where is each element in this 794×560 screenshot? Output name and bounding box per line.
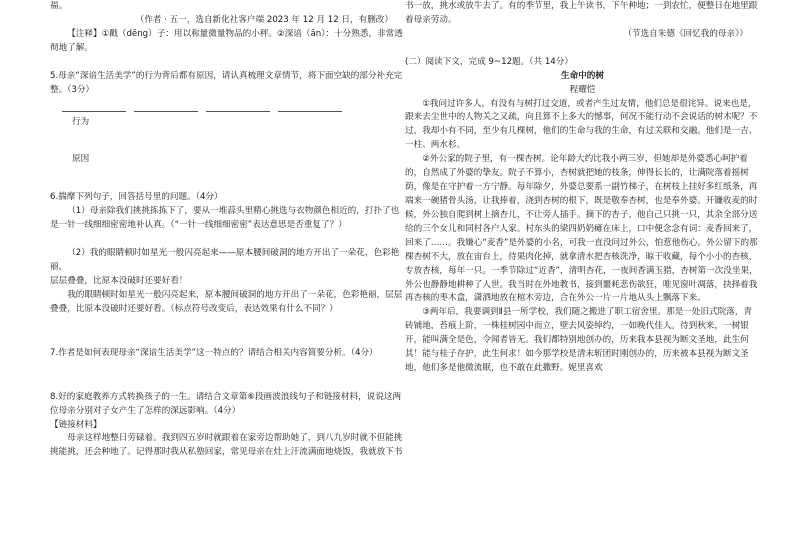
spacer (50, 361, 405, 391)
paragraph-end: 福。 (50, 1, 68, 11)
question-6-2b: 层层叠叠，比原本没破时还要好看！ (50, 275, 188, 286)
answer-blanks (62, 102, 405, 112)
left-column (50, 0, 405, 460)
continued-text: 书一放，挑水或放牛去了。有的季节里，我上午读书，下午种地；一到农忙，便整日在地里跟着母亲劳动。 (405, 1, 758, 25)
spacer (50, 56, 405, 70)
row-label-behavior: 行为 (72, 116, 90, 127)
question-5: 5.母亲“深谙生活美学”的行为背后都有原因，请认真梳理文章情节，将下面空缺的部分补充完整。（3分） (50, 70, 403, 95)
article-paragraph-3: ③两年后，我要调到Ⅱ县一所学校，我们随之搬进了职工宿舍里。那是一处旧式院落，青砖铺地，苔痕上阶，一株桂树园中而立，壁去风姿绰约，一如晚代佳人。待到秋来，一树银开，能叫满全是色，令闻者皆无。我们都特别地创办的，历来我本县视为断文圣地，此生何其！能与桂子存护，此生何求！如今那学校是清末斩团时刚创办的，历来被本县视为断文圣地，他们多是他微流眠，也不敢在此撒野。妮里喜欢 (405, 307, 753, 374)
spacer (50, 167, 405, 191)
section-2-heading: (二）阅读下文，完成 9~12题。（共 14分） (405, 56, 573, 67)
source-line-2: （节选自朱德《回忆我的母亲》） (623, 28, 748, 39)
spacer (50, 317, 405, 347)
question-6-2a: （2）我的眼睛顿时如星光一般闪亮起来——原本腰间破洞的地方开出了一朵花，色彩艳丽， (50, 248, 400, 273)
source-line: （作者 · 五一，选自新化社客户端 2023 年 12 月 12 日，有删改） (135, 14, 393, 25)
blank[interactable] (278, 102, 342, 112)
question-8: 8.好的家庭教养方式转换孩子的一生。请结合文章第⑥段画波浪线句子和链接材料，说说这两位母亲分别对子女产生了怎样的深远影响。（4分） (50, 391, 402, 416)
row-label-reason: 原因 (72, 154, 90, 165)
question-6-1: （1）母亲除我们挑挑拣拣下了，要从一堆蒜头里精心挑选与衣物颜色相近的，打扑了也是一针一线细细密密地补认真。（“一针一线细细密密”表达意思是否重复了？） (50, 206, 400, 231)
question-6-2d: 叠叠，比原本没破时还要好看。（标点符号改变后，表达效果有什么不同？） (50, 303, 338, 314)
spacer (50, 233, 405, 247)
question-6-2c: 我的眼睛顿时如星光一般闪亮起来，原本腰间破洞的地方开出了一朵花，色彩艳丽，层层 (67, 289, 403, 300)
spacer (50, 129, 405, 153)
blank[interactable] (62, 102, 126, 112)
right-column (405, 0, 760, 376)
blank[interactable] (206, 102, 270, 112)
question-6: 6.揣摩下列句子，回答括号里的问题。（4分） (50, 192, 223, 203)
article-author: 程耀恺 (569, 84, 596, 95)
link-material-text: 母亲这样地整日劳碌着。我到四五岁时就跟着在家旁边帮助她了，到八九岁时就不但能挑挑能挑，还会种地了。记得那时我从私塾回家，常见母亲在灶上汗流满面地烧饭，我就放下书 (50, 433, 403, 458)
question-7: 7.作者是如何表现母亲“深谙生活美学”这一特点的？请结合相关内容简要分析。（4分） (50, 347, 378, 358)
article-paragraph-1: ①我问过许多人，有没有与树打过交道，或者产生过友情，他们总是很诧异。说来也是，跟来去尘世中的人物关之又疏，向且算不上多大的憾事，何况不能行动不会说话的树木呢？不过，我却小有不同，至少有几棵树，他们的生命与我的生命，有过关联和交融。他们是一吉、一柱、两水杉。 (405, 98, 758, 151)
blank[interactable] (134, 102, 198, 112)
article-title: 生命中的树 (561, 70, 604, 81)
spacer (405, 42, 760, 56)
link-material-title: 【链接材料】 (50, 419, 102, 430)
note: 【注释】①戳（dēng）子：用以称量微量物品的小秤。②深谙（ān）：十分熟悉，非常透彻地了解。 (50, 28, 403, 53)
article-paragraph-2: ②外公家的院子里，有一棵杏树。论年龄大约比我小两三岁，但她却是外婆悉心呵护着的，自然成了外婆的挚友。院子不算小，杏树就把她的枝条，伸得长长的，让满院落着摇树荫，像是在守护着一方宁静。每年除夕，外婆总要系一副竹梯子，在树枝上挂好多红纸条，再端来一碗猪骨头汤，让我捧着，浇到杏树的根下，既是敬奉杏树，也是奉外婆。开镰收麦的时候，外公独自爬到树上摘杏儿，不让旁人插手。摘下的杏子，他自己只挑一只，其余全部分送给的三个女儿和同村各户人家。村东头的梁四奶奶瘫在床上，口中便念念有词：麦香回来了，回来了……。我嫌心“麦香”是外婆的小名，可我一直没问过外公，怕惹他伤心。外公留下的那棵杏树不大，放在宙台上，待果肉化掉，就拿清水把杏核洗净，晾干收藏，每个小小的杏核，专放杏核，每年一只。一季节除过“近香”，清明杏花，一夜间香满玉猎，杏树第一次没坐果，外公也静静地耕种了人世。我当时在外地教书，接到噩耗悲伤欲狂，唯见窗叶凋落，抉择着我再杏核的枣木盒，潇洒地放在棺木旁边，合在外公一片一片地从头上飘落下来。 (405, 154, 758, 304)
